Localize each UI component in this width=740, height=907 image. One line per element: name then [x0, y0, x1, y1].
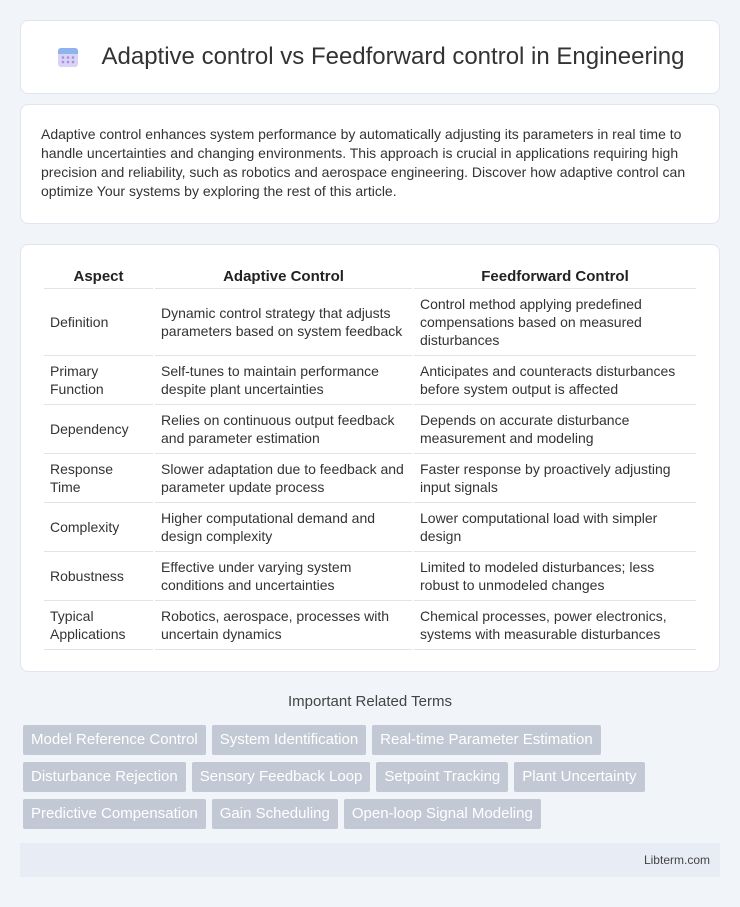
related-term-tag[interactable]: Disturbance Rejection	[23, 762, 186, 792]
row-feedforward: Depends on accurate disturbance measurement and modeling	[414, 405, 696, 454]
row-feedforward: Lower computational load with simpler design	[414, 503, 696, 552]
row-adaptive: Relies on continuous output feedback and parameter estimation	[155, 405, 412, 454]
row-aspect: Definition	[44, 289, 153, 356]
row-aspect: Typical Applications	[44, 601, 153, 650]
related-term-tag[interactable]: Gain Scheduling	[212, 799, 338, 829]
table-header-row	[44, 265, 696, 289]
related-term-tag[interactable]: Sensory Feedback Loop	[192, 762, 371, 792]
header-feedforward: Feedforward Control	[414, 265, 696, 289]
row-aspect: Dependency	[44, 405, 153, 454]
related-term-tag[interactable]: Model Reference Control	[23, 725, 206, 755]
row-feedforward: Limited to modeled disturbances; less robust to unmodeled changes	[414, 552, 696, 601]
row-feedforward: Anticipates and counteracts disturbances before system output is affected	[414, 356, 696, 405]
row-feedforward: Control method applying predefined compensations based on measured disturbances	[414, 289, 696, 356]
table-row	[44, 289, 696, 356]
related-term-tag[interactable]: Open-loop Signal Modeling	[344, 799, 541, 829]
comparison-card	[20, 244, 720, 672]
table-row	[44, 356, 696, 405]
row-aspect: Robustness	[44, 552, 153, 601]
comparison-table	[42, 265, 698, 650]
related-term-tag[interactable]: Plant Uncertainty	[514, 762, 644, 792]
table-row	[44, 601, 696, 650]
related-term-tag[interactable]: Setpoint Tracking	[376, 762, 508, 792]
row-adaptive: Slower adaptation due to feedback and parameter update process	[155, 454, 412, 503]
calendar-icon	[56, 45, 80, 69]
row-feedforward: Chemical processes, power electronics, systems with measurable disturbances	[414, 601, 696, 650]
table-row	[44, 454, 696, 503]
footer-site-link[interactable]: Libterm.com	[643, 853, 710, 867]
table-row	[44, 552, 696, 601]
page-title: Adaptive control vs Feedforward control in Engineering	[101, 43, 685, 70]
related-terms-list	[23, 725, 723, 829]
header-aspect: Aspect	[44, 265, 153, 289]
row-adaptive: Higher computational demand and design complexity	[155, 503, 412, 552]
row-aspect: Primary Function	[44, 356, 153, 405]
title-card	[20, 20, 720, 94]
related-term-tag[interactable]: Predictive Compensation	[23, 799, 206, 829]
row-adaptive: Dynamic control strategy that adjusts parameters based on system feedback	[155, 289, 412, 356]
row-aspect: Complexity	[44, 503, 153, 552]
header-adaptive: Adaptive Control	[155, 265, 412, 289]
intro-paragraph: Adaptive control enhances system performance by automatically adjusting its parameters in real time to handle uncertainties and changing environments. This approach is crucial in applications requiring high precision and reliability, such as robotics and aerospace engineering. Discover how adaptive control can optimize Your systems by exploring the rest of this article.	[41, 126, 686, 199]
row-adaptive: Effective under varying system conditions and uncertainties	[155, 552, 412, 601]
footer	[20, 843, 720, 877]
table-row	[44, 405, 696, 454]
table-row	[44, 503, 696, 552]
row-adaptive: Robotics, aerospace, processes with uncertain dynamics	[155, 601, 412, 650]
related-term-tag[interactable]: Real-time Parameter Estimation	[372, 725, 601, 755]
related-terms-heading: Important Related Terms	[288, 693, 452, 710]
row-adaptive: Self-tunes to maintain performance despite plant uncertainties	[155, 356, 412, 405]
intro-card	[20, 104, 720, 224]
row-feedforward: Faster response by proactively adjusting input signals	[414, 454, 696, 503]
related-term-tag[interactable]: System Identification	[212, 725, 366, 755]
row-aspect: Response Time	[44, 454, 153, 503]
